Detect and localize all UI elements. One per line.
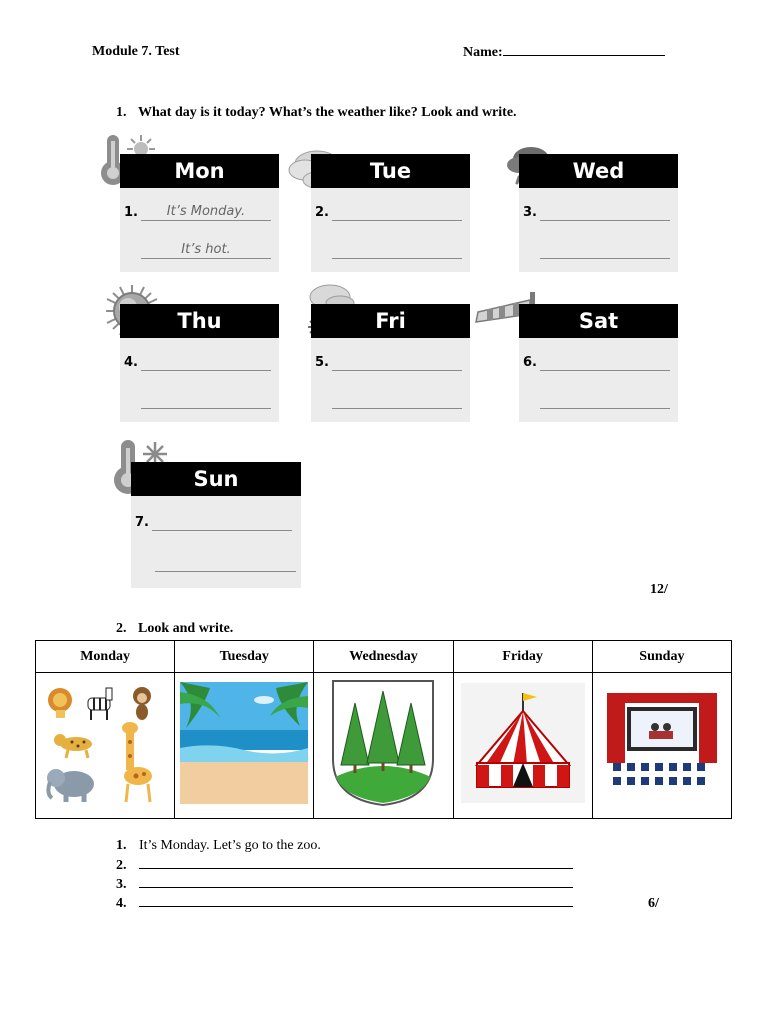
- table-header-row: [36, 641, 732, 673]
- answer-line[interactable]: [139, 895, 573, 907]
- cinema-picture: [607, 693, 717, 793]
- answer-line-1[interactable]: [332, 370, 462, 371]
- answer-line[interactable]: [139, 876, 573, 888]
- answer-number: 4.: [116, 896, 127, 911]
- day-label: Tue: [311, 154, 470, 188]
- day-label: Sun: [131, 462, 301, 496]
- answer-line-1-text: It’s Monday.: [166, 204, 246, 219]
- circus-cell: [453, 673, 592, 819]
- name-field[interactable]: [463, 44, 665, 61]
- card-body: [131, 496, 301, 588]
- section1-text: What day is it today? What’s the weather like? Look and write.: [138, 105, 517, 120]
- item-number: 3.: [523, 205, 537, 220]
- section1-number: 1.: [116, 105, 127, 120]
- answer-line-2[interactable]: [141, 408, 271, 409]
- module-title: Module 7. Test: [92, 44, 180, 59]
- answer-line-1[interactable]: [152, 530, 292, 531]
- answer-row-4: [116, 895, 573, 914]
- table-row: [36, 673, 732, 819]
- card-body: [311, 338, 470, 422]
- card-body: [120, 188, 279, 272]
- card-body: [311, 188, 470, 272]
- section2-instruction: [116, 621, 233, 637]
- answer-text: It’s Monday. Let’s go to the zoo.: [139, 838, 321, 853]
- beach-cell: [175, 673, 314, 819]
- zoo-cell: [36, 673, 175, 819]
- weather-card-sat: [519, 304, 678, 422]
- section2-text: Look and write.: [138, 621, 234, 636]
- item-number: 6.: [523, 355, 537, 370]
- column-header: Monday: [36, 641, 175, 673]
- answer-number: 3.: [116, 877, 127, 892]
- section1-instruction: [116, 105, 517, 121]
- weather-card-fri: [311, 304, 470, 422]
- answer-line-2[interactable]: [540, 408, 670, 409]
- item-number: 2.: [315, 205, 329, 220]
- card-body: [519, 338, 678, 422]
- day-label: Thu: [120, 304, 279, 338]
- forest-picture: [331, 679, 435, 807]
- section2-answers: [116, 838, 573, 914]
- answer-row-3: [116, 876, 573, 895]
- column-header: Tuesday: [175, 641, 314, 673]
- weather-card-sun: [131, 462, 301, 588]
- answer-line[interactable]: [139, 857, 573, 869]
- weather-card-wed: [519, 154, 678, 272]
- forest-cell: [314, 673, 453, 819]
- section2-score: 6/: [648, 896, 659, 911]
- card-body: [120, 338, 279, 422]
- answer-number: 1.: [116, 838, 127, 853]
- answer-line-2-text: It’s hot.: [181, 242, 231, 257]
- item-number: 4.: [124, 355, 138, 370]
- name-line[interactable]: [503, 44, 665, 56]
- answer-line-2[interactable]: [332, 258, 462, 259]
- beach-picture: [180, 682, 308, 804]
- weather-card-thu: [120, 304, 279, 422]
- name-label: Name:: [463, 45, 503, 60]
- zoo-animals-picture: [44, 678, 166, 808]
- column-header: Sunday: [592, 641, 731, 673]
- weather-card-tue: [311, 154, 470, 272]
- day-label: Mon: [120, 154, 279, 188]
- circus-tent-picture: [461, 683, 585, 803]
- weather-card-mon: [120, 154, 279, 272]
- answer-line-2[interactable]: [332, 408, 462, 409]
- answer-row-2: [116, 857, 573, 876]
- section2-number: 2.: [116, 621, 127, 636]
- answer-line-2[interactable]: [540, 258, 670, 259]
- answer-line-1[interactable]: [332, 220, 462, 221]
- answer-line-2[interactable]: [155, 571, 296, 572]
- day-label: Wed: [519, 154, 678, 188]
- answer-line-1[interactable]: [141, 220, 271, 221]
- day-label: Sat: [519, 304, 678, 338]
- answer-number: 2.: [116, 858, 127, 873]
- answer-line-1[interactable]: [540, 220, 670, 221]
- answer-line-2[interactable]: [141, 258, 271, 259]
- answer-line-1[interactable]: [540, 370, 670, 371]
- day-activity-table: [35, 640, 732, 819]
- card-body: [519, 188, 678, 272]
- answer-line-1[interactable]: [141, 370, 271, 371]
- day-label: Fri: [311, 304, 470, 338]
- column-header: Wednesday: [314, 641, 453, 673]
- section1-score: 12/: [650, 582, 668, 597]
- item-number: 5.: [315, 355, 329, 370]
- item-number: 1.: [124, 205, 138, 220]
- column-header: Friday: [453, 641, 592, 673]
- cinema-cell: [592, 673, 731, 819]
- item-number: 7.: [135, 515, 149, 530]
- answer-row-1: [116, 838, 573, 857]
